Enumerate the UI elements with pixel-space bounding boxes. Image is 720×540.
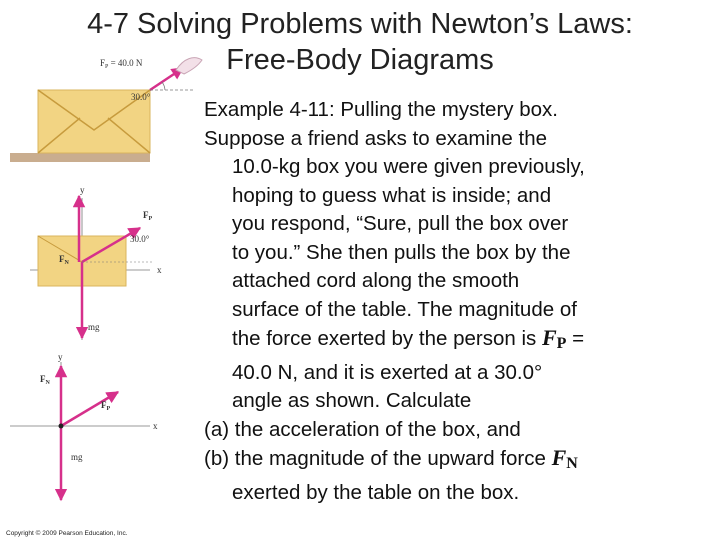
free-body-diagram-1 (30, 185, 162, 340)
mg-label-1: mg (88, 322, 100, 332)
text-line-6: to you.” She then pulls the box by the (232, 240, 571, 264)
fn-subscript: N (566, 455, 578, 472)
fp-label-2: $F_P$ (101, 400, 111, 412)
mg-label-2: mg (71, 452, 83, 462)
fp-subscript: P (556, 335, 567, 352)
text-line-force (204, 324, 714, 359)
force-prefix: the force exerted by the person is (232, 327, 542, 350)
part-b-prefix: (b) the magnitude of the upward force (204, 447, 552, 470)
angle-arc-top (162, 82, 165, 90)
free-body-diagram-2 (10, 352, 158, 500)
title-line-1: 4-7 Solving Problems with Newton’s Laws: (87, 8, 633, 40)
text-line-calc: angle as shown. Calculate (232, 389, 472, 412)
y-axis-label-2: y (58, 352, 63, 362)
y-axis-label-1: y (80, 185, 85, 195)
hand-graphic (176, 58, 202, 74)
fp-value-label: $F_P = 40.0$ N (100, 58, 143, 70)
table-surface (10, 153, 150, 162)
text-line-last: exerted by the table on the box. (232, 480, 520, 504)
text-line-4: hoping to guess what is inside; and (232, 183, 552, 207)
copyright-notice: Copyright © 2009 Pearson Education, Inc. (6, 530, 128, 537)
angle-label-mid: 30.0° (130, 234, 150, 244)
part-b (204, 444, 714, 479)
fp-label-1: $F_P$ (143, 210, 153, 222)
fn-symbol: F (551, 445, 567, 470)
text-line-2: Suppose a friend asks to examine the (204, 126, 548, 150)
part-a: (a) the acceleration of the box, and (204, 417, 521, 441)
fp-symbol: F (541, 325, 557, 350)
title-line-2: Free-Body Diagrams (226, 44, 494, 76)
force-suffix: = (566, 327, 585, 350)
point-mass (59, 424, 64, 429)
text-line-3: 10.0-kg box you were given previously, (232, 155, 585, 178)
fn-label-2: $F_N$ (40, 374, 50, 386)
problem-text (204, 96, 714, 507)
box-on-table-illustration (10, 58, 202, 162)
x-axis-label-1: x (157, 265, 162, 275)
text-line-7: attached cord along the smooth (232, 269, 520, 292)
x-axis-label-2: x (153, 421, 158, 431)
text-line-value: 40.0 N, and it is exerted at a 30.0° (232, 360, 543, 384)
text-line-5: you respond, “Sure, pull the box over (232, 212, 569, 235)
angle-label-top: 30.0° (131, 92, 151, 102)
text-line-1: Example 4-11: Pulling the mystery box. (204, 98, 558, 121)
fn-label-1: $F_N$ (59, 254, 69, 266)
text-line-8: surface of the table. The magnitude of (232, 297, 577, 321)
